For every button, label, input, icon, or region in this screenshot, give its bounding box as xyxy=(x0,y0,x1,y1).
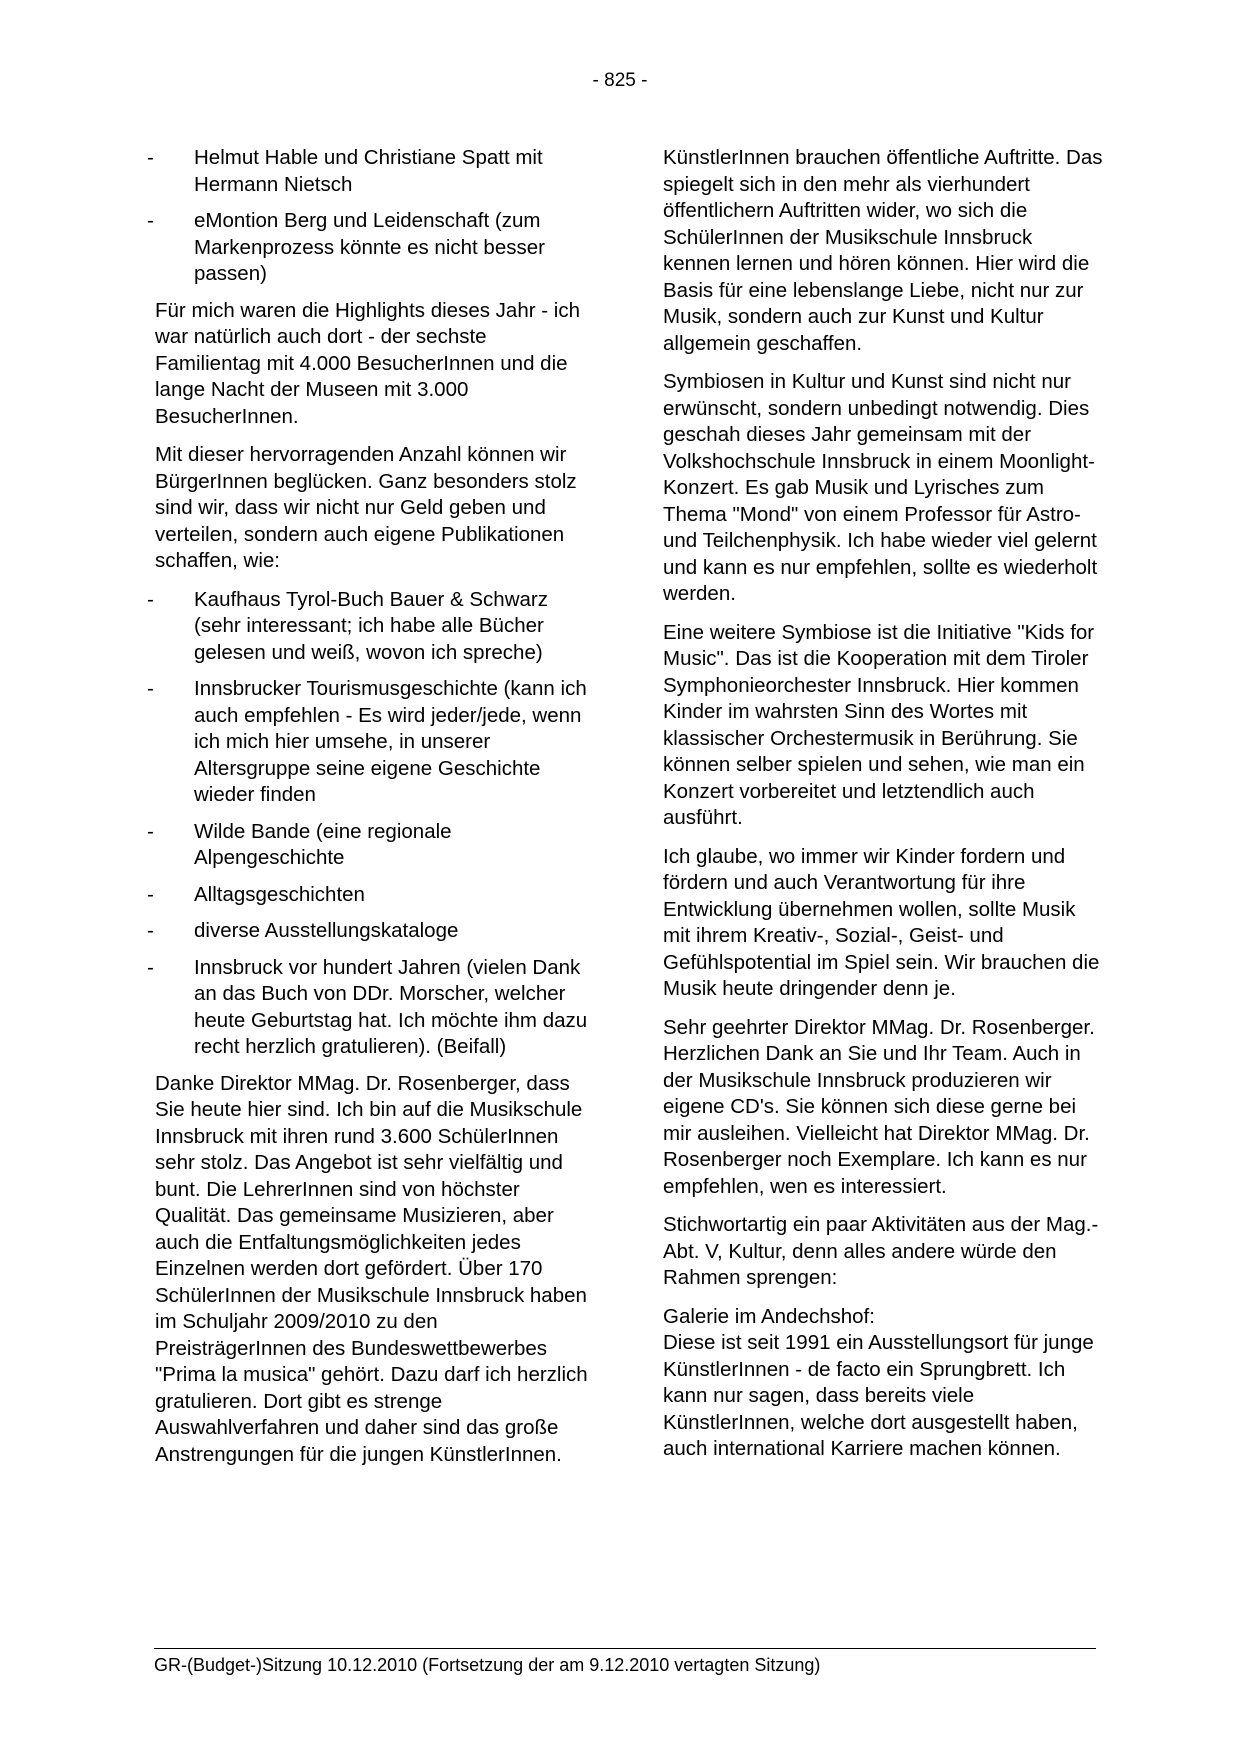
paragraph: Ich glaube, wo immer wir Kinder fordern und fördern und auch Verantwortung für ihre Entwicklung übernehmen wollen, sollte Musik mit ihrem Kreativ-, Sozial-, Geist- und Gefühlspotential im Spiel sein. Wir brauchen die Musik heute dringender denn je. xyxy=(663,844,1100,1000)
page-number: - 825 - xyxy=(592,70,648,91)
paragraph: Sehr geehrter Direktor MMag. Dr. Rosenberger. Herzlichen Dank an Sie und Ihr Team. Auch in der Musikschule Innsbruck produzieren wir eigene CD's. Sie können sich diese gerne bei mir ausleihen. Vielleicht hat Direktor MMag. Dr. Rosenberger noch Exemplare. Ich kann es nur empfehlen, wen es interessiert. xyxy=(663,1015,1095,1198)
footer-text: GR-(Budget-)Sitzung 10.12.2010 (Fortsetzung der am 9.12.2010 vertagten Sitzung) xyxy=(154,1655,821,1675)
list-item: - Innsbruck vor hundert Jahren (vielen Dank an das Buch von DDr. Morscher, welcher heute Geburtstag hat. Ich möchte ihm dazu recht herzlich gratulieren). (Beifall) xyxy=(147,955,588,1058)
footer-divider xyxy=(154,1648,1096,1649)
right-column xyxy=(663,145,1103,1475)
list-item: - eMontion Berg und Leidenschaft (zum Markenprozess könnte es nicht besser passen) xyxy=(147,209,545,285)
paragraph xyxy=(663,1304,1103,1463)
list-item: - diverse Ausstellungskataloge xyxy=(147,919,459,942)
paragraph: Stichwortartig ein paar Aktivitäten aus der Mag.-Abt. V, Kultur, denn alles andere würde den Rahmen sprengen: xyxy=(663,1213,1099,1289)
bullet-list-1 xyxy=(148,145,588,288)
bullet-list-2 xyxy=(148,587,588,1061)
paragraph: Mit dieser hervorragenden Anzahl können wir BürgerInnen beglücken. Ganz besonders stolz sind wir, dass wir nicht nur Geld geben und verteilen, sondern auch eigene Publikationen schaffen, wie: xyxy=(155,443,577,572)
list-item: - Helmut Hable und Christiane Spatt mit Hermann Nietsch xyxy=(147,146,543,196)
list-item: - Wilde Bande (eine regionale Alpengeschichte xyxy=(147,819,452,869)
list-item: - Innsbrucker Tourismusgeschichte (kann ich auch empfehlen - Es wird jeder/jede, wenn ich mich hier umsehe, in unserer Altersgruppe seine eigene Geschichte wieder finden xyxy=(147,677,587,806)
section-title: Galerie im Andechshof: xyxy=(663,1304,875,1328)
left-column xyxy=(148,145,588,1480)
section-body: Diese ist seit 1991 ein Ausstellungsort für junge KünstlerInnen - de facto ein Sprungbrett. Ich kann nur sagen, dass bereits viele KünstlerInnen, welche dort ausgestellt haben, auch international Karriere machen können. xyxy=(663,1331,1094,1460)
paragraph: Eine weitere Symbiose ist die Initiative "Kids for Music". Das ist die Kooperation mit dem Tiroler Symphonieorchester Innsbruck. Hier kommen Kinder im wahrsten Sinn des Wortes mit klassischer Orchestermusik in Berührung. Sie können selber spielen und sehen, wie man ein Konzert vorbereitet und letztendlich auch ausführt. xyxy=(663,620,1095,829)
paragraph: Für mich waren die Highlights dieses Jahr - ich war natürlich auch dort - der sechste Familientag mit 4.000 BesucherInnen und die lange Nacht der Museen mit 3.000 BesucherInnen. xyxy=(155,298,580,428)
paragraph: Danke Direktor MMag. Dr. Rosenberger, dass Sie heute hier sind. Ich bin auf die Musikschule Innsbruck mit ihren rund 3.600 SchülerInnen sehr stolz. Das Angebot ist sehr vielfältig und bunt. Die LehrerInnen sind von höchster Qualität. Das gemeinsame Musizieren, aber auch die Entfaltungsmöglichkeiten jedes Einzelnen werden dort gefördert. Über 170 SchülerInnen der Musikschule Innsbruck haben im Schuljahr 2009/2010 zu den PreisträgerInnen des Bundeswettbewerbes "Prima la musica" gehört. Dazu darf ich herzlich gratulieren. Dort gibt es strenge Auswahlverfahren und daher sind das große Anstrengungen für die jungen KünstlerInnen. xyxy=(155,1071,588,1466)
list-item: - Kaufhaus Tyrol-Buch Bauer & Schwarz (sehr interessant; ich habe alle Bücher gelesen und weiß, wovon ich spreche) xyxy=(147,587,548,664)
paragraph: KünstlerInnen brauchen öffentliche Auftritte. Das spiegelt sich in den mehr als vierhundert öffentlichern Auftritten wider, wo sich die SchülerInnen der Musikschule Innsbruck kennen lernen und hören können. Hier wird die Basis für eine lebenslange Liebe, nicht nur zur Musik, sondern auch zur Kunst und Kultur allgemein geschaffen. xyxy=(663,146,1103,355)
list-item: - Alltagsgeschichten xyxy=(147,882,365,906)
paragraph: Symbiosen in Kultur und Kunst sind nicht nur erwünscht, sondern unbedingt notwendig. Dies geschah dieses Jahr gemeinsam mit der Volkshochschule Innsbruck in einem Moonlight-Konzert. Es gab Musik und Lyrisches zum Thema "Mond" von einem Professor für Astro- und Teilchenphysik. Ich habe wieder viel gelernt und kann es nur empfehlen, sollte es wiederholt werden. xyxy=(663,370,1098,605)
